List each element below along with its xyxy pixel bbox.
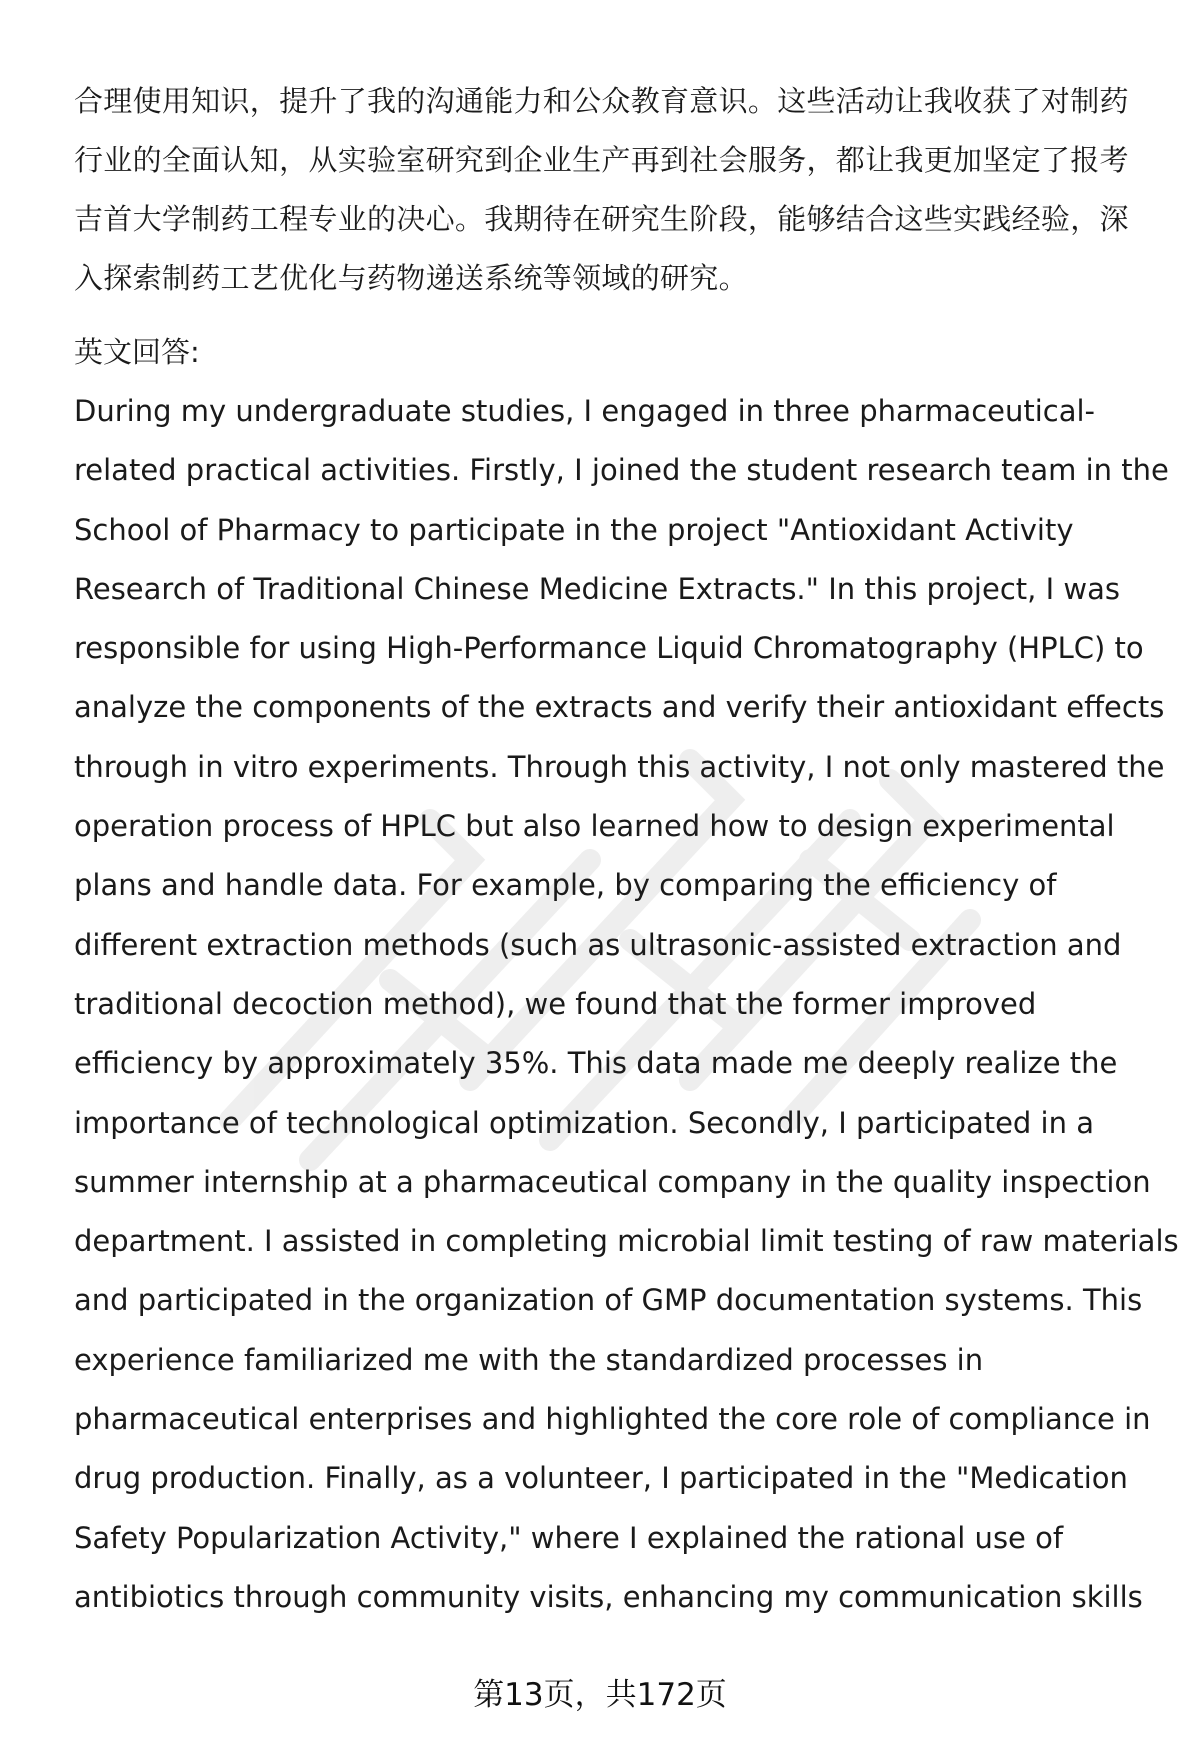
text-line: plans and handle data. For example, by comparing the efficiency of [74, 868, 1057, 903]
text-line: summer internship at a pharmaceutical company in the quality inspection [74, 1164, 1151, 1199]
answer-label: 英文回答: [74, 335, 200, 369]
text-line: 吉首大学制药工程专业的决心。我期待在研究生阶段，能够结合这些实践经验，深 [74, 202, 1129, 236]
text-line: During my undergraduate studies, I engaged in three pharmaceutical- [74, 394, 1096, 428]
page-footer: 第13页，共172页 [473, 1677, 727, 1713]
chinese-paragraph [74, 72, 1149, 308]
text-line: 合理使用知识，提升了我的沟通能力和公众教育意识。这些活动让我收获了对制药 [74, 84, 1129, 118]
document-body [74, 72, 1179, 1627]
text-line: drug production. Finally, as a volunteer, I participated in the "Medication [74, 1461, 1128, 1496]
text-line: Research of Traditional Chinese Medicine Extracts." In this project, I was [74, 571, 1120, 606]
text-line: importance of technological optimization. Secondly, I participated in a [74, 1105, 1094, 1140]
text-line: pharmaceutical enterprises and highlighted the core role of compliance in [74, 1402, 1151, 1437]
text-line: School of Pharmacy to participate in the project "Antioxidant Activity [74, 512, 1074, 547]
text-line: operation process of HPLC but also learned how to design experimental [74, 809, 1115, 844]
text-line: responsible for using High-Performance Liquid Chromatography (HPLC) to [74, 631, 1144, 666]
text-line: analyze the components of the extracts and verify their antioxidant effects [74, 690, 1165, 725]
text-line: efficiency by approximately 35%. This data made me deeply realize the [74, 1046, 1118, 1081]
text-line: and participated in the organization of GMP documentation systems. This [74, 1283, 1143, 1318]
text-line: 行业的全面认知，从实验室研究到企业生产再到社会服务，都让我更加坚定了报考 [74, 143, 1129, 177]
text-line: department. I assisted in completing microbial limit testing of raw materials [74, 1224, 1179, 1259]
text-line: antibiotics through community visits, enhancing my communication skills [74, 1579, 1143, 1614]
text-line: experience familiarized me with the standardized processes in [74, 1342, 984, 1377]
text-line: traditional decoction method), we found that the former improved [74, 986, 1037, 1021]
text-line: Safety Popularization Activity," where I explained the rational use of [74, 1520, 1064, 1555]
text-line: 入探索制药工艺优化与药物递送系统等领域的研究。 [74, 261, 748, 295]
text-line: related practical activities. Firstly, I joined the student research team in the [74, 453, 1169, 488]
english-paragraph [74, 382, 1179, 1627]
text-line: through in vitro experiments. Through this activity, I not only mastered the [74, 749, 1165, 784]
text-line: different extraction methods (such as ultrasonic-assisted extraction and [74, 927, 1122, 962]
